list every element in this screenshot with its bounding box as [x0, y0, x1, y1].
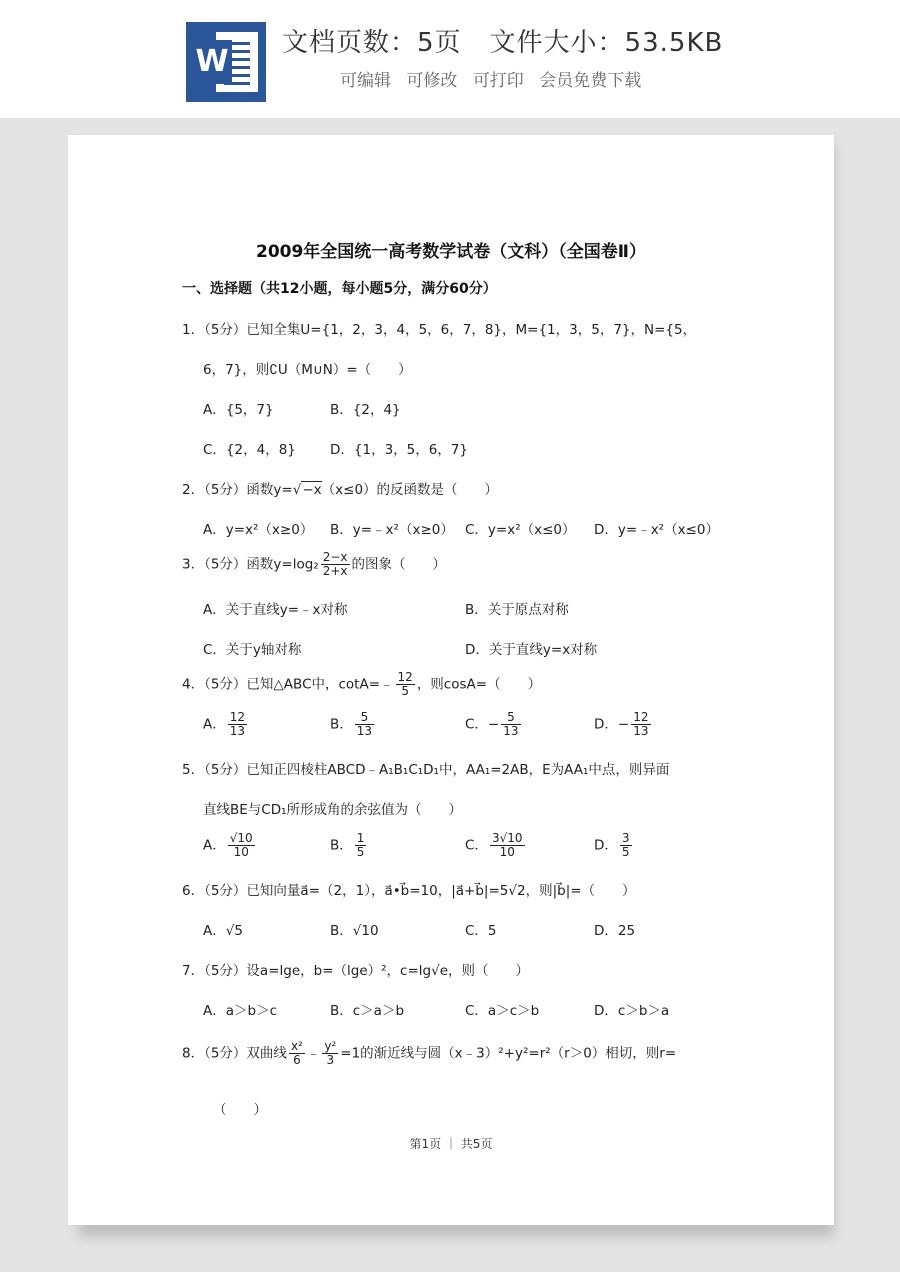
- feature-modifiable: 可修改: [406, 71, 458, 91]
- q4-option-b: [330, 711, 376, 738]
- file-size: 文件大小：53.5KB: [489, 28, 724, 58]
- q5-option-a: [203, 832, 257, 859]
- question-1-line-2: 6，7}，则∁U（M∪N）=（ ）: [203, 362, 412, 378]
- q5-c-label: C．: [465, 837, 488, 854]
- q2-option-c: C．y=x²（x≤0）: [465, 522, 576, 538]
- q4-a-label: A．: [203, 716, 226, 733]
- q4-a-num: 12: [229, 710, 246, 724]
- q4-fraction: [396, 671, 415, 698]
- q4-a-fraction: [228, 711, 247, 738]
- q8-x-den: 6: [293, 1053, 301, 1067]
- q4-c-label: C．−: [465, 716, 500, 733]
- feature-member-download: 会员免费下载: [539, 71, 642, 91]
- q4-text-pre: 4．（5分）已知△ABC中，cotA=﹣: [182, 676, 394, 693]
- q5-b-fraction: [355, 832, 367, 859]
- q4-c-den: 13: [503, 724, 519, 738]
- q5-option-c: [465, 832, 527, 859]
- q4-d-den: 13: [633, 724, 649, 738]
- q5-a-num: √10: [229, 831, 253, 845]
- q5-a-fraction: [228, 832, 255, 859]
- feature-editable: 可编辑: [340, 71, 391, 91]
- banner-features: [340, 66, 651, 91]
- q3-denominator: 2+x: [322, 564, 348, 578]
- question-8: [182, 1040, 676, 1067]
- q8-minus: ﹣: [306, 1045, 321, 1062]
- question-8-line-2: （ ）: [213, 1102, 267, 1118]
- q3-text-post: 的图象（ ）: [351, 556, 447, 573]
- question-4: [182, 671, 541, 698]
- q4-text-post: ，则cosA=（ ）: [416, 676, 542, 693]
- q3-option-d: D．关于直线y=x对称: [465, 642, 598, 658]
- page-count: 文档页数：5页: [282, 28, 462, 58]
- q2-option-b: B．y=﹣x²（x≥0）: [330, 522, 454, 538]
- section-heading: 一、选择题（共12小题，每小题5分，满分60分）: [182, 281, 497, 297]
- word-doc-icon: [186, 22, 266, 102]
- q5-c-num: 3√10: [491, 831, 523, 845]
- q1-option-c: C．{2，4，8}: [203, 442, 296, 458]
- q5-c-fraction: [490, 832, 525, 859]
- q4-b-fraction: [355, 711, 374, 738]
- question-6: 6．（5分）已知向量a⃗=（2，1），a⃗•b⃗=10，|a⃗+b⃗|=5√2，则|b⃗|=（ ）: [182, 883, 636, 899]
- q4-d-fraction: [631, 711, 650, 738]
- q2-radicand: −x: [302, 482, 322, 498]
- q3-option-c: C．关于y轴对称: [203, 642, 302, 658]
- q4-d-num: 12: [633, 710, 649, 724]
- q1-option-a: A．{5，7}: [203, 402, 274, 418]
- q4-c-fraction: [501, 711, 520, 738]
- question-2: 2．（5分）函数y=√−x（x≤0）的反函数是（ ）: [182, 482, 499, 498]
- q5-d-fraction: [620, 832, 632, 859]
- question-1-line-1: 1．（5分）已知全集U={1，2，3，4，5，6，7，8}，M={1，3，5，7}，N={5，: [182, 322, 697, 338]
- download-banner: [0, 0, 900, 118]
- q2-text-pre: 2．（5分）函数y=: [182, 482, 293, 498]
- q6-option-d: D．25: [594, 923, 636, 939]
- feature-printable: 可打印: [472, 71, 524, 91]
- q7-option-c: C．a＞c＞b: [465, 1003, 540, 1019]
- q4-option-c: [465, 711, 523, 738]
- q5-d-den: 5: [621, 845, 630, 859]
- q3-numerator: 2−x: [322, 550, 348, 564]
- q4-b-den: 13: [356, 724, 373, 738]
- q8-text-post: =1的渐近线与圆（x﹣3）²+y²=r²（r＞0）相切，则r=: [340, 1045, 677, 1062]
- q5-d-num: 3: [621, 831, 630, 845]
- q5-option-d: [594, 832, 634, 859]
- q3-text-pre: 3．（5分）函数y=log₂: [182, 556, 319, 573]
- q7-option-d: D．c＞b＞a: [594, 1003, 670, 1019]
- q4-c-num: 5: [501, 711, 520, 725]
- question-3: [182, 551, 446, 578]
- q4-numerator: 12: [397, 670, 413, 684]
- q4-b-label: B．: [330, 716, 353, 733]
- q7-option-b: B．c＞a＞b: [330, 1003, 405, 1019]
- q6-option-b: B．√10: [330, 923, 379, 939]
- q8-y-den: 3: [326, 1053, 335, 1067]
- q3-option-a: A．关于直线y=﹣x对称: [203, 602, 348, 618]
- q8-text-pre: 8．（5分）双曲线: [182, 1045, 287, 1062]
- q8-x-num: x²: [290, 1039, 303, 1053]
- banner-title: [282, 22, 751, 59]
- q8-fraction-y: [322, 1040, 338, 1067]
- q5-b-den: 5: [356, 845, 365, 859]
- q8-y-num: y²: [324, 1039, 337, 1053]
- question-5-line-2: 直线BE与CD₁所形成角的余弦值为（ ）: [203, 802, 463, 818]
- q4-d-label: D．−: [594, 716, 630, 733]
- q5-b-label: B．: [330, 837, 353, 854]
- question-7: 7．（5分）设a=lge，b=（lge）²，c=lg√e，则（ ）: [182, 963, 530, 979]
- q4-option-d: [594, 711, 653, 738]
- q6-option-a: A．√5: [203, 923, 243, 939]
- q4-option-a: [203, 711, 249, 738]
- question-5-line-1: 5．（5分）已知正四棱柱ABCD﹣A₁B₁C₁D₁中，AA₁=2AB，E为AA₁中点，则异面: [182, 762, 670, 778]
- q1-option-b: B．{2，4}: [330, 402, 401, 418]
- word-letter: W: [192, 40, 232, 84]
- q3-option-b: B．关于原点对称: [465, 602, 569, 618]
- q3-fraction: [321, 551, 350, 578]
- q4-b-num: 5: [355, 711, 374, 725]
- q8-fraction-x: [289, 1040, 305, 1067]
- q5-b-num: 1: [356, 831, 365, 845]
- q2-option-d: D．y=﹣x²（x≤0）: [594, 522, 719, 538]
- document-page: [68, 135, 834, 1225]
- q2-option-a: A．y=x²（x≥0）: [203, 522, 314, 538]
- document-title: 2009年全国统一高考数学试卷（文科）（全国卷Ⅱ）: [255, 242, 646, 262]
- q5-a-den: 10: [233, 845, 249, 859]
- q2-text-post: （x≤0）的反函数是（ ）: [321, 482, 499, 498]
- q1-option-d: D．{1，3，5，6，7}: [330, 442, 469, 458]
- q4-denominator: 5: [401, 684, 409, 698]
- q6-option-c: C．5: [465, 923, 497, 939]
- page-footer: 第1页 ｜ 共5页: [409, 1137, 493, 1151]
- q5-a-label: A．: [203, 837, 226, 854]
- q7-option-a: A．a＞b＞c: [203, 1003, 277, 1019]
- q5-c-den: 10: [499, 845, 515, 859]
- q4-a-den: 13: [229, 724, 246, 738]
- q5-option-b: [330, 832, 368, 859]
- q5-d-label: D．: [594, 837, 618, 854]
